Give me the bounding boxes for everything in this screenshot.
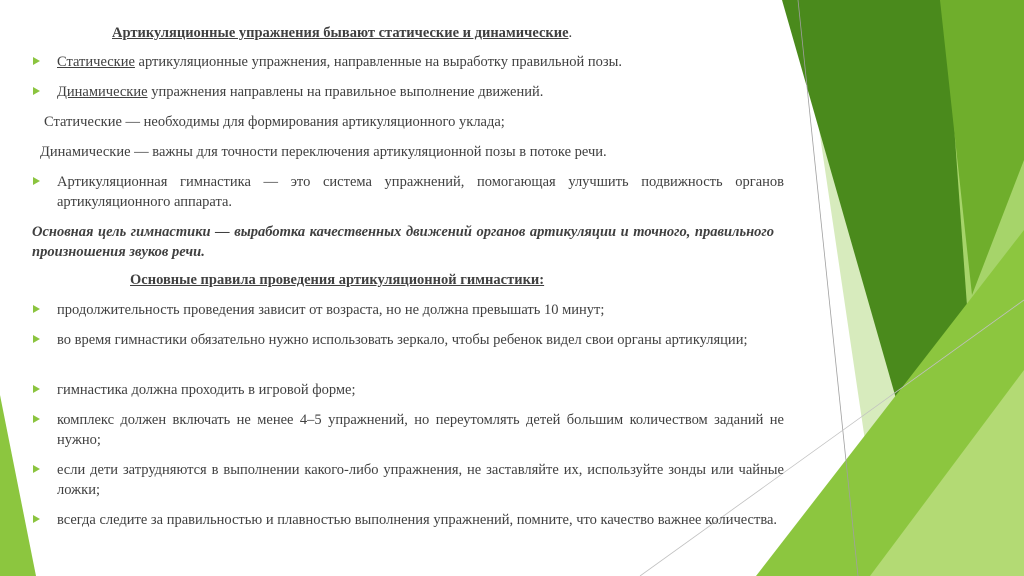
bullet-icon [33,87,40,95]
exercise-types-heading: Артикуляционные упражнения бывают статические и динамические. [112,25,573,41]
bullet-icon [33,415,40,423]
dynamic-purpose-line: Динамические — важны для точности переключения артикуляционной позы в потоке речи. [40,144,607,160]
static-purpose-line: Статические — необходимы для формирования артикуляционного уклада; [44,114,505,130]
rule-item: гимнастика должна проходить в игровой форме; [57,382,356,398]
rule-item: комплекс должен включать не менее 4–5 упражнений, но переутомлять детей большим количеством заданий не нужно; [57,412,784,448]
bullet-icon [33,385,40,393]
gymnastics-definition: Артикуляционная гимнастика — это система упражнений, помогающая улучшить подвижность органов артикуляционного аппарата. [57,174,784,210]
dynamic-exercises-item: Динамические упражнения направлены на правильное выполнение движений. [57,84,544,100]
rule-item: всегда следите за правильностью и плавностью выполнения упражнений, помните, что качество важнее количества. [57,512,778,528]
gymnastics-goal: Основная цель гимнастики — выработка качественных движений органов артикуляции и точного, правильного произношения звуков речи. [32,224,774,260]
bullet-icon [33,465,40,473]
rule-item: во время гимнастики обязательно нужно использовать зеркало, чтобы ребенок видел свои органы артикуляции; [57,332,748,348]
bullet-icon [33,305,40,313]
bullet-icon [33,515,40,523]
static-exercises-item: Статические артикуляционные упражнения, направленные на выработку правильной позы. [57,54,623,70]
rule-item: продолжительность проведения зависит от возраста, но не должна превышать 10 минут; [57,302,605,318]
rule-item: если дети затрудняются в выполнении какого-либо упражнения, не заставляйте их, используйте зонды или чайные ложки; [57,462,784,498]
bullet-icon [33,177,40,185]
bullet-icon [33,335,40,343]
bullet-icon [33,57,40,65]
rules-heading: Основные правила проведения артикуляционной гимнастики: [130,272,545,288]
